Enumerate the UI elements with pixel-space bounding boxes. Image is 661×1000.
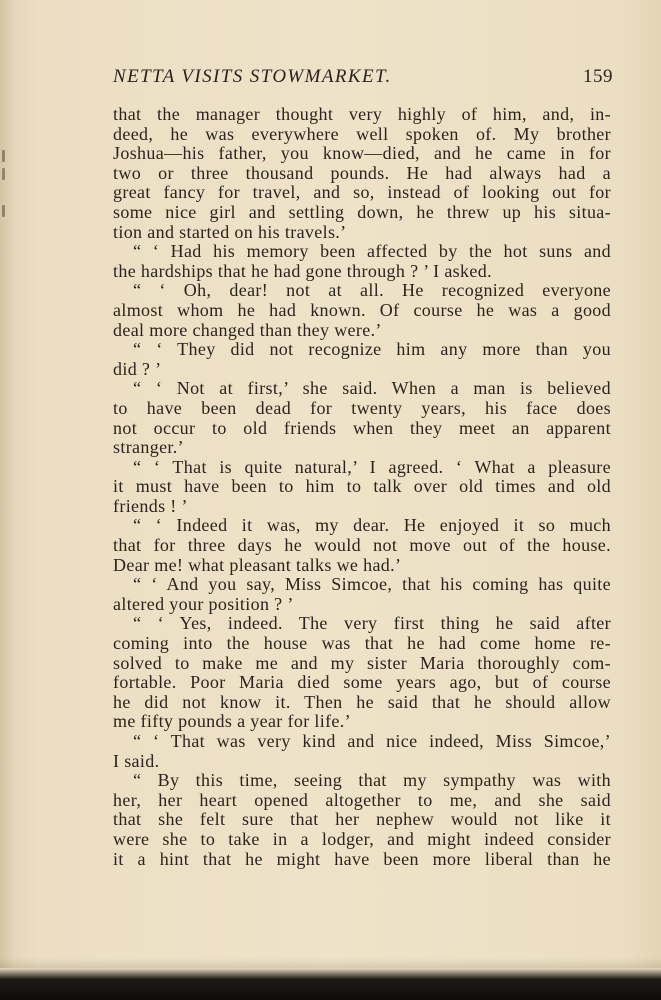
text-line: the hardships that he had gone through ? ’ I asked.	[113, 261, 492, 281]
page-number: 159	[583, 66, 613, 87]
text-line: “ ‘ Not at first,’ she said. When a man is believed	[133, 379, 611, 399]
text-line: “ ‘ Indeed it was, my dear. He enjoyed it so much	[133, 516, 611, 536]
text-line: it a hint that he might have been more liberal than he	[113, 849, 611, 869]
text-line: two or three thousand pounds. He had always had a	[113, 163, 611, 183]
text-line: that for three days he would not move out of the house.	[113, 536, 611, 556]
text-line: solved to make me and my sister Maria thoroughly com-	[113, 653, 611, 673]
body-text	[113, 105, 611, 869]
text-line: not occur to old friends when they meet an apparent	[113, 418, 611, 438]
text-line: I said.	[113, 751, 160, 771]
text-line: that she felt sure that her nephew would not like it	[113, 810, 611, 830]
text-line: friends ! ’	[113, 496, 188, 516]
text-line: deal more changed than they were.’	[113, 320, 382, 340]
text-line: were she to take in a lodger, and might indeed consider	[113, 829, 611, 849]
text-line: her, her heart opened altogether to me, and she said	[113, 790, 611, 810]
text-line: he did not know it. Then he said that he should allow	[113, 692, 611, 712]
text-line: “ ‘ Had his memory been affected by the hot suns and	[133, 242, 611, 262]
text-line: almost whom he had known. Of course he was a good	[113, 300, 611, 320]
gutter-mark	[2, 168, 5, 180]
text-line: deed, he was everywhere well spoken of. My brother	[113, 124, 611, 144]
text-line: some nice girl and settling down, he threw up his situa-	[113, 202, 611, 222]
text-line: me fifty pounds a year for life.’	[113, 712, 351, 732]
text-line: did ? ’	[113, 359, 162, 379]
text-line: “ By this time, seeing that my sympathy was with	[133, 771, 611, 791]
running-title: NETTA VISITS STOWMARKET.	[113, 66, 392, 87]
gutter-mark	[2, 205, 5, 217]
text-line: “ ‘ That is quite natural,’ I agreed. ‘ What a pleasure	[133, 457, 611, 477]
text-line: “ ‘ They did not recognize him any more than you	[133, 340, 611, 360]
text-line: Joshua—his father, you know—died, and he came in for	[113, 144, 611, 164]
text-line: altered your position ? ’	[113, 594, 294, 614]
text-line: “ ‘ Yes, indeed. The very first thing he said after	[133, 614, 611, 634]
text-line: to have been dead for twenty years, his face does	[113, 398, 611, 418]
text-line: it must have been to him to talk over old times and old	[113, 477, 611, 497]
text-line: fortable. Poor Maria died some years ago, but of course	[113, 673, 611, 693]
text-line: coming into the house was that he had come home re-	[113, 634, 611, 654]
page-bottom-edge	[0, 968, 661, 1000]
text-line: “ ‘ And you say, Miss Simcoe, that his coming has quite	[133, 575, 611, 595]
gutter-mark	[2, 150, 5, 162]
text-line: “ ‘ Oh, dear! not at all. He recognized everyone	[133, 281, 611, 301]
text-line: that the manager thought very highly of him, and, in-	[113, 105, 611, 124]
page-header	[0, 66, 613, 90]
text-line: great fancy for travel, and so, instead of looking out for	[113, 183, 611, 203]
text-line: tion and started on his travels.’	[113, 222, 347, 242]
text-line: “ ‘ That was very kind and nice indeed, Miss Simcoe,’	[133, 732, 611, 751]
text-line: Dear me! what pleasant talks we had.’	[113, 555, 402, 575]
text-line: stranger.’	[113, 438, 184, 458]
